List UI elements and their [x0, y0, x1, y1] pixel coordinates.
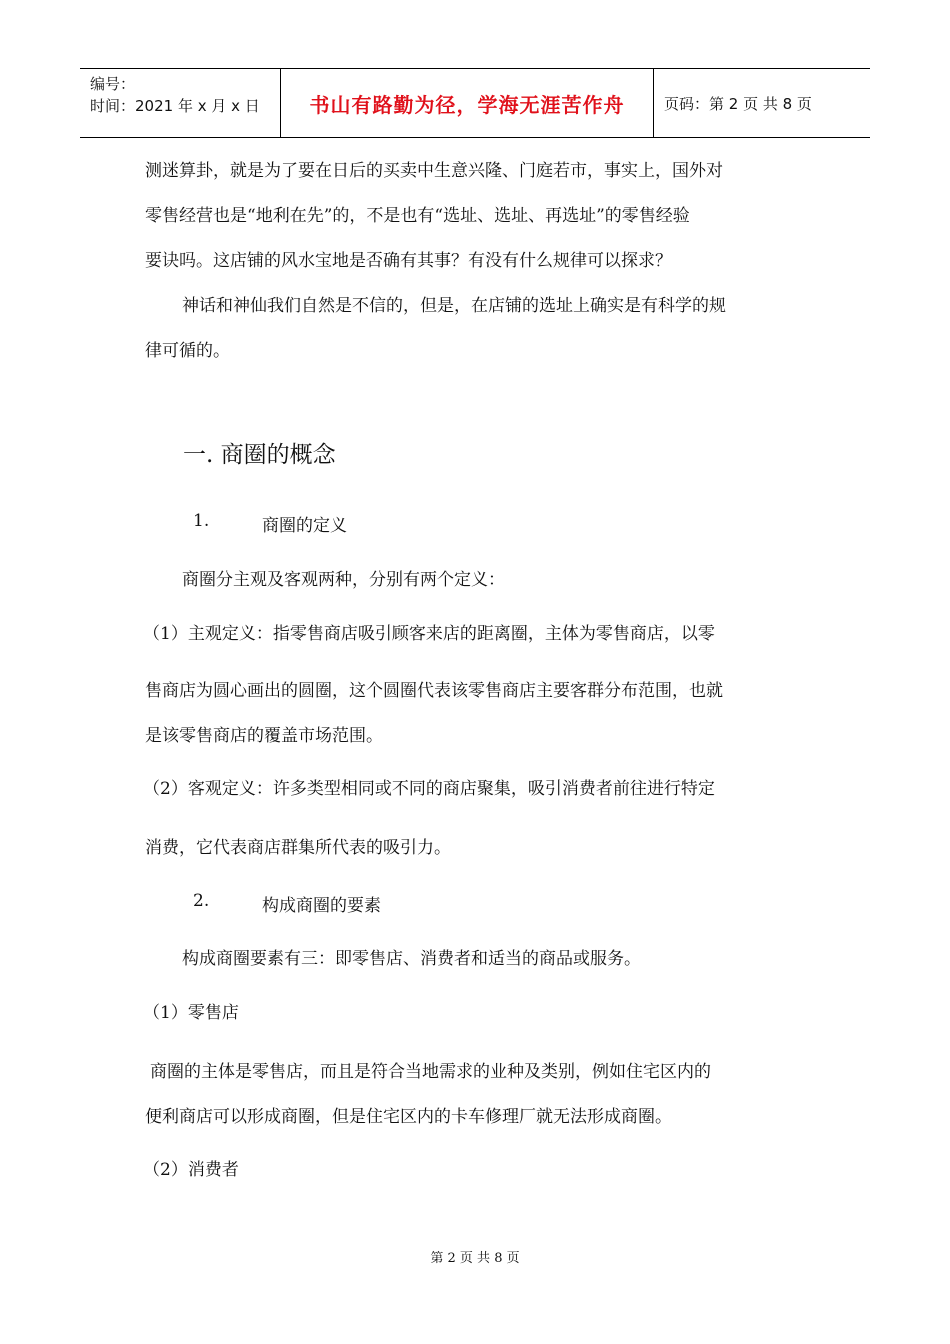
header-motto: 书山有路勤为径，学海无涯苦作舟 — [281, 69, 654, 137]
subsection-2-number: 2. — [193, 891, 210, 911]
header-page-number: 页码：第 2 页 共 8 页 — [664, 94, 812, 113]
paragraph-2-line-2: 律可循的。 — [145, 341, 230, 361]
subsection-2-title: 构成商圈的要素 — [262, 896, 381, 916]
paragraph-9: （2）消费者 — [143, 1160, 239, 1180]
document-date-label: 时间：2021 年 x 月 x 日 — [90, 97, 260, 115]
paragraph-7: （1）零售店 — [143, 1003, 239, 1023]
paragraph-4-line-3: 是该零售商店的覆盖市场范围。 — [145, 726, 383, 746]
paragraph-4-line-2: 售商店为圆心画出的圆圈，这个圆圈代表该零售商店主要客群分布范围，也就 — [145, 681, 723, 701]
paragraph-6: 构成商圈要素有三：即零售店、消费者和适当的商品或服务。 — [182, 949, 641, 969]
paragraph-1-line-2: 零售经营也是“地利在先”的，不是也有“选址、选址、再选址”的零售经验 — [145, 206, 690, 226]
paragraph-8-line-1: 商圈的主体是零售店，而且是符合当地需求的业种及类别，例如住宅区内的 — [150, 1062, 711, 1082]
paragraph-2-line-1: 神话和神仙我们自然是不信的，但是，在店铺的选址上确实是有科学的规 — [182, 296, 726, 316]
paragraph-4-line-1: （1）主观定义：指零售商店吸引顾客来店的距离圈，主体为零售商店，以零 — [143, 624, 715, 644]
paragraph-1-line-1: 测迷算卦，就是为了要在日后的买卖中生意兴隆、门庭若市，事实上，国外对 — [145, 161, 723, 181]
section-heading-1: 一. 商圈的概念 — [183, 442, 336, 468]
paragraph-5-line-1: （2）客观定义：许多类型相同或不同的商店聚集，吸引消费者前往进行特定 — [143, 779, 715, 799]
page-header — [80, 68, 870, 138]
header-meta — [80, 69, 281, 137]
paragraph-8-line-2: 便利商店可以形成商圈，但是住宅区内的卡车修理厂就无法形成商圈。 — [145, 1107, 672, 1127]
page-footer: 第 2 页 共 8 页 — [430, 1251, 520, 1266]
paragraph-1-line-3: 要诀吗。这店铺的风水宝地是否确有其事？有没有什么规律可以探求？ — [145, 251, 672, 271]
paragraph-3: 商圈分主观及客观两种，分别有两个定义： — [182, 570, 505, 590]
subsection-1-title: 商圈的定义 — [262, 516, 347, 536]
document-number-label: 编号： — [90, 75, 136, 93]
subsection-1-number: 1. — [193, 511, 210, 531]
paragraph-5-line-2: 消费，它代表商店群集所代表的吸引力。 — [145, 838, 451, 858]
